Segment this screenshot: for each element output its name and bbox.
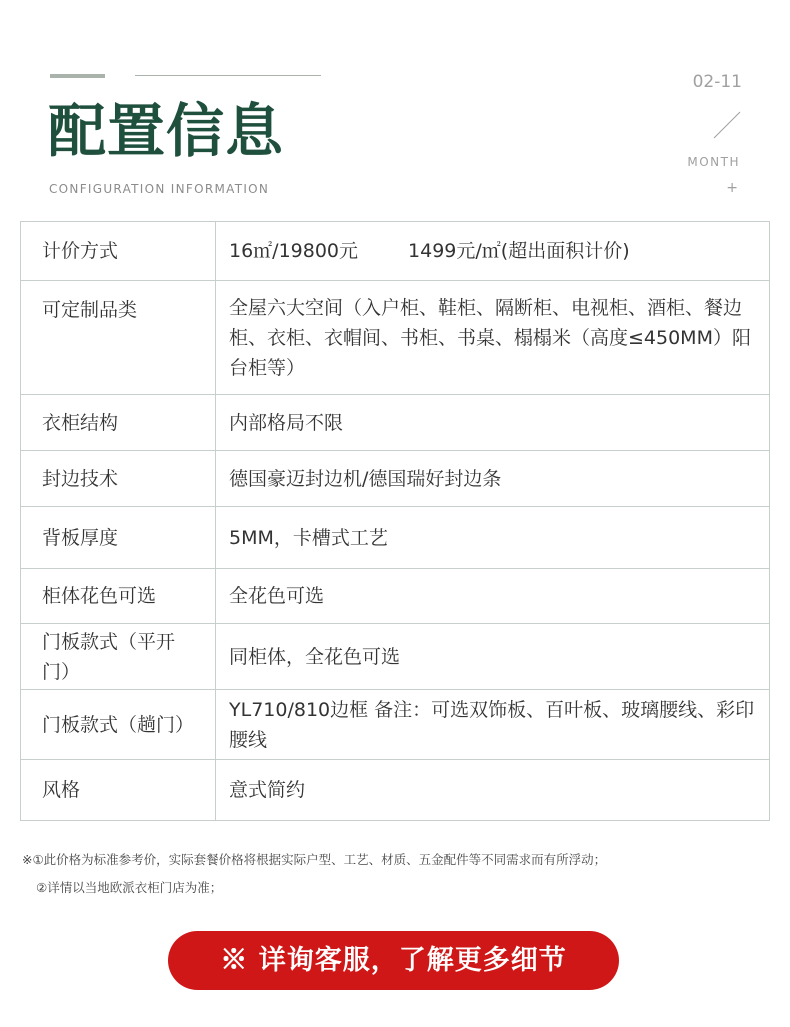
decor-line: [135, 75, 321, 76]
contact-service-button[interactable]: ※ 详询客服，了解更多细节: [168, 931, 619, 990]
table-row: [21, 624, 770, 690]
table-row: [21, 507, 770, 569]
table-row: [21, 569, 770, 624]
footnote-1: ※①此价格为标准参考价，实际套餐价格将根据实际户型、工艺、材质、五金配件等不同需求而有所浮动；: [22, 852, 607, 867]
row-label: 衣柜结构: [21, 395, 216, 451]
price-package: 16㎡/19800元: [229, 240, 359, 262]
footnote-2: ②详情以当地欧派衣柜门店为准；: [36, 880, 223, 895]
row-value: 同柜体，全花色可选: [216, 624, 770, 690]
page-title: 配置信息: [48, 97, 285, 165]
month-label: MONTH: [687, 155, 740, 169]
page-subtitle: CONFIGURATION INFORMATION: [49, 182, 270, 196]
row-value: YL710/810边框 备注：可选双饰板、百叶板、玻璃腰线、彩印腰线: [216, 690, 770, 760]
price-extra: 1499元/㎡(超出面积计价): [408, 240, 630, 262]
table-row: [21, 281, 770, 395]
row-label: 封边技术: [21, 451, 216, 507]
row-value: 5MM，卡槽式工艺: [216, 507, 770, 569]
row-value: 内部格局不限: [216, 395, 770, 451]
table-row: [21, 690, 770, 760]
slash-divider-icon: [712, 110, 742, 140]
table-row: [21, 760, 770, 821]
row-value: 意式简约: [216, 760, 770, 821]
row-label: 计价方式: [21, 222, 216, 281]
footnotes: [22, 846, 606, 902]
table-row: [21, 395, 770, 451]
row-label: 柜体花色可选: [21, 569, 216, 624]
config-table: [20, 221, 770, 821]
table-row: [21, 451, 770, 507]
row-value: 全屋六大空间（入户柜、鞋柜、隔断柜、电视柜、酒柜、餐边柜、衣柜、衣帽间、书柜、书桌、榻榻米（高度≤450MM）阳台柜等）: [216, 281, 770, 395]
row-value: [216, 222, 770, 281]
row-value: 全花色可选: [216, 569, 770, 624]
plus-icon: +: [726, 180, 738, 196]
row-label: 可定制品类: [21, 281, 216, 395]
row-label: 门板款式（平开门）: [21, 624, 216, 690]
decor-bar: [50, 74, 105, 78]
date-label: 02-11: [692, 72, 742, 92]
row-value: 德国豪迈封边机/德国瑞好封边条: [216, 451, 770, 507]
row-label: 门板款式（趟门）: [21, 690, 216, 760]
row-label: 背板厚度: [21, 507, 216, 569]
row-label: 风格: [21, 760, 216, 821]
table-row: [21, 222, 770, 281]
